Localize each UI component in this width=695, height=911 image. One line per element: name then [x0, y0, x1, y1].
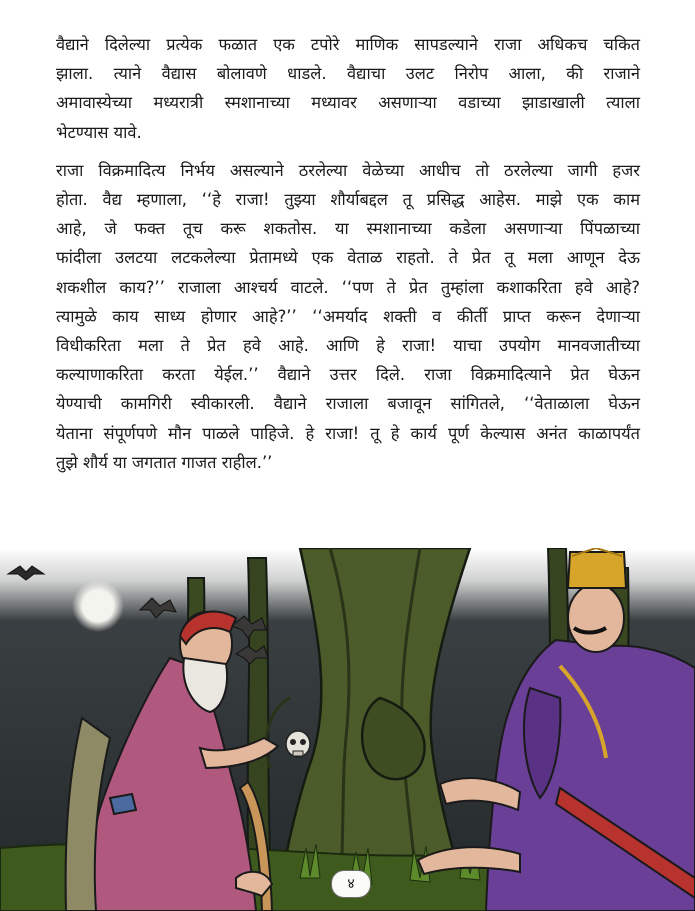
text-line: कल्याणाकरिता करता येईल.’’ वैद्याने उत्तर दिले. राजा विक्रमादित्याने प्रेत घेऊन [56, 365, 640, 385]
text-line: शकशील काय?’’ राजाला आश्चर्य वाटले. ‘‘पण ते प्रेत तुम्हांला कशाकरिता हवे आहे? [56, 277, 640, 297]
text-line: येण्याची कामगिरी स्वीकारली. वैद्याने राजाला बजावून सांगितले, ‘‘वेताळाला घेऊन [56, 394, 640, 414]
text-line: तुझे शौर्य या जगतात गाजत राहील.’’ [56, 452, 273, 472]
skull-icon [286, 731, 310, 757]
paragraph-2 [56, 156, 640, 477]
text-line: झाला. त्याने वैद्यास बोलावणे धाडले. वैद्याचा उलट निरोप आला, की राजाने [56, 64, 640, 84]
story-illustration [0, 548, 695, 911]
paragraph-1 [56, 30, 640, 147]
text-line: त्यामुळे काय साध्य होणार आहे?’’ ‘‘अमर्याद शक्ती व कीर्ती प्राप्त करून देणाऱ्या [56, 306, 640, 326]
text-line: फांदीला उलटया लटकलेल्या प्रेतामध्ये एक वेताळ राहतो. ते प्रेत तू मला आणून देऊ [56, 248, 640, 268]
text-line: आहे, जे फक्त तूच करू शकतोस. या स्मशानाच्या कडेला असणाऱ्या पिंपळाच्या [56, 219, 640, 239]
text-line: होता. वैद्य म्हणाला, ‘‘हे राजा! तुझ्या शौर्याबद्दल तू प्रसिद्ध आहेस. माझे एक काम [56, 190, 640, 210]
text-line: अमावास्येच्या मध्यरात्री स्मशानाच्या मध्यावर असणाऱ्या वडाच्या झाडाखाली त्याला [56, 93, 640, 113]
page-number-badge: ४ [331, 870, 371, 898]
story-text [56, 30, 640, 477]
text-line: येताना संपूर्णपणे मौन पाळले पाहिजे. हे राजा! तू हे कार्य पूर्ण केल्यास अनंत काळापर्यंत [56, 423, 640, 443]
text-line: विधीकरिता मला ते प्रेत हवे आहे. आणि हे राजा! याचा उपयोग मानवजातीच्या [56, 336, 640, 356]
text-line: भेटण्यास यावे. [56, 122, 142, 142]
moon-icon [72, 580, 124, 632]
text-line: वैद्याने दिलेल्या प्रत्येक फळात एक टपोरे माणिक सापडल्याने राजा अधिकच चकित [56, 35, 640, 54]
text-line: राजा विक्रमादित्य निर्भय असल्याने ठरलेल्या वेळेच्या आधीच तो ठरलेल्या जागी हजर [56, 160, 640, 180]
